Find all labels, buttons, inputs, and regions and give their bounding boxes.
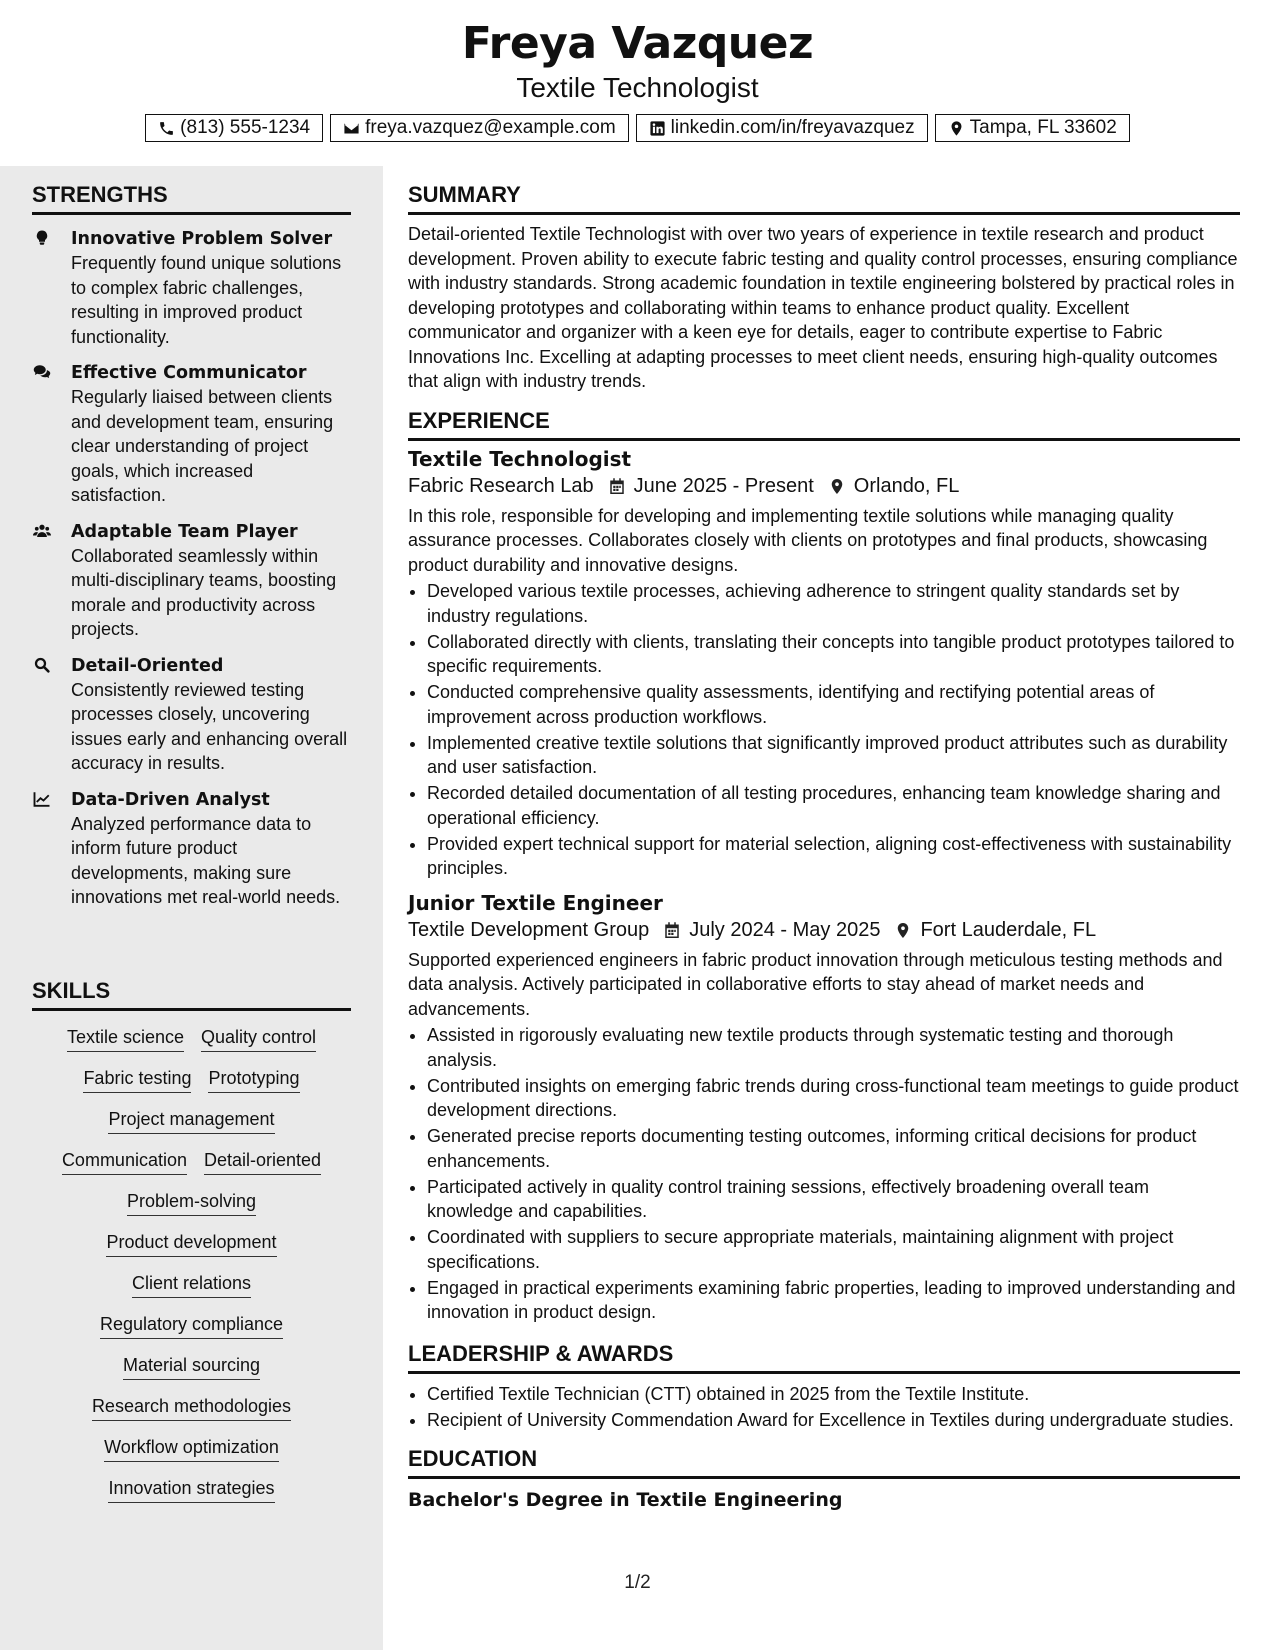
contact-email[interactable] [330, 114, 629, 142]
contact-linkedin-text: linkedin.com/in/freyavazquez [670, 117, 915, 138]
skill-tag: Regulatory compliance [100, 1312, 283, 1339]
phone-icon [158, 120, 175, 137]
calendar-icon [663, 921, 681, 940]
strength-item [32, 361, 351, 508]
leadership-section [408, 1341, 1240, 1433]
envelope-icon [343, 120, 360, 137]
skill-tag: Quality control [201, 1025, 316, 1052]
strength-item [32, 788, 351, 910]
contact-email-text: freya.vazquez@example.com [365, 117, 616, 138]
job-company: Textile Development Group [408, 918, 650, 941]
map-pin-icon [894, 921, 912, 940]
skill-row [32, 1148, 351, 1175]
linkedin-icon [649, 120, 666, 137]
strength-desc: Frequently found unique solutions to complex fabric challenges, resulting in improved product functionality. [71, 253, 342, 347]
experience-heading: EXPERIENCE [408, 408, 1240, 441]
skill-tag: Material sourcing [123, 1353, 260, 1380]
skill-row [32, 1230, 351, 1257]
main-column [408, 166, 1240, 1511]
strength-item [32, 654, 351, 776]
skill-row [32, 1271, 351, 1298]
skill-row [32, 1435, 351, 1462]
candidate-name: Freya Vazquez [461, 18, 814, 69]
job-bullet: • Conducted comprehensive quality assessments, identifying and rectifying potential areas of improvement across production workflows. [427, 680, 1240, 729]
contact-location [935, 114, 1130, 142]
skill-tag: Innovation strategies [108, 1476, 274, 1503]
chart-line-icon [32, 790, 54, 810]
summary-heading: SUMMARY [408, 182, 1240, 215]
strength-title: Detail-Oriented [71, 655, 224, 676]
skill-tag: Project management [108, 1107, 274, 1134]
education-degree: Bachelor's Degree in Textile Engineering [408, 1489, 843, 1511]
job-location: Fort Lauderdale, FL [920, 918, 1097, 941]
leadership-heading: LEADERSHIP & AWARDS [408, 1341, 1240, 1374]
candidate-title: Textile Technologist [516, 72, 759, 103]
job-bullet: • Implemented creative textile solutions that significantly improved product attributes such as durability and user satisfaction. [427, 731, 1240, 780]
strength-title: Data-Driven Analyst [71, 789, 270, 810]
map-pin-icon [828, 477, 846, 496]
skills-heading: SKILLS [32, 978, 351, 1011]
skill-tag: Communication [62, 1148, 187, 1175]
job-title: Textile Technologist [408, 446, 632, 471]
job-meta [408, 475, 1240, 498]
education-section [408, 1446, 1240, 1511]
search-icon [32, 656, 54, 676]
strengths-section [32, 182, 351, 910]
summary-text: Detail-oriented Textile Technologist with over two years of experience in textile research and product development. Proven ability to execute fabric testing and quality control processes, ensuring compliance with industry standards. Strong academic foundation in textile engineering bolstered by practical roles in developing prototypes and collaborating within teams to enhance product quality. Excellent communicator and organizer with a keen eye for details, eager to contribute expertise to Fabric Innovations Inc. Excelling at adapting processes to meet client needs, ensuring high-quality outcomes that align with industry trends. [408, 224, 1238, 391]
skill-row [32, 1353, 351, 1380]
strength-desc: Analyzed performance data to inform future product developments, making sure innovations met real-world needs. [71, 813, 341, 907]
skill-tag: Problem-solving [127, 1189, 256, 1216]
leadership-item: • Recipient of University Commendation Award for Excellence in Textiles during undergraduate studies. [427, 1408, 1240, 1433]
job-entry [408, 447, 1240, 881]
contact-location-text: Tampa, FL 33602 [969, 117, 1117, 138]
calendar-icon [608, 477, 626, 496]
skill-tag: Detail-oriented [204, 1148, 321, 1175]
job-bullet: • Generated precise reports documenting testing outcomes, informing critical decisions for product enhancements. [427, 1124, 1240, 1173]
job-bullets [408, 1023, 1240, 1325]
job-company: Fabric Research Lab [408, 474, 594, 497]
strength-desc: Consistently reviewed testing processes closely, uncovering issues early and enhancing overall accuracy in results. [71, 679, 348, 773]
job-bullet: • Engaged in practical experiments examining fabric properties, leading to improved understanding and innovation in product design. [427, 1276, 1240, 1325]
job-bullet: • Collaborated directly with clients, translating their concepts into tangible product prototypes tailored to specific requirements. [427, 630, 1240, 679]
skill-row [32, 1189, 351, 1216]
summary-section [408, 182, 1240, 394]
job-description: Supported experienced engineers in fabric product innovation through meticulous testing methods and data analysis. Actively participated in collaborative efforts to stay ahead of market needs and advancements. [408, 949, 1223, 1019]
leadership-item: • Certified Textile Technician (CTT) obtained in 2025 from the Textile Institute. [427, 1382, 1240, 1407]
job-bullet: • Contributed insights on emerging fabric trends during cross-functional team meetings to guide product development directions. [427, 1074, 1240, 1123]
strength-item [32, 520, 351, 642]
skill-row [32, 1476, 351, 1503]
skill-tag: Prototyping [208, 1066, 299, 1093]
job-entry [408, 891, 1240, 1325]
job-bullets [408, 579, 1240, 881]
job-location: Orlando, FL [853, 474, 960, 497]
contact-bar [0, 114, 1275, 142]
skills-section [32, 978, 351, 1503]
strength-title: Innovative Problem Solver [71, 229, 333, 249]
job-bullet: • Provided expert technical support for material selection, aligning cost-effectiveness with sustainability principles. [427, 832, 1240, 881]
job-bullet: • Coordinated with suppliers to secure appropriate materials, maintaining alignment with project specifications. [427, 1225, 1240, 1274]
page-number: 1/2 [624, 1572, 651, 1593]
skill-row [32, 1394, 351, 1421]
skill-tag: Fabric testing [83, 1066, 191, 1093]
job-bullet: • Recorded detailed documentation of all testing procedures, enhancing team knowledge sharing and operational efficiency. [427, 781, 1240, 830]
strengths-heading: STRENGTHS [32, 182, 351, 215]
strength-title: Effective Communicator [71, 363, 307, 383]
skill-row [32, 1107, 351, 1134]
contact-phone[interactable] [145, 114, 323, 142]
sidebar [0, 166, 383, 1650]
contact-linkedin[interactable] [636, 114, 928, 142]
experience-section [408, 408, 1240, 1325]
lightbulb-icon [32, 229, 54, 249]
strength-title: Adaptable Team Player [71, 521, 298, 542]
job-bullet: • Assisted in rigorously evaluating new textile products through systematic testing and thorough analysis. [427, 1023, 1240, 1072]
map-pin-icon [948, 120, 965, 137]
job-bullet: • Developed various textile processes, achieving adherence to stringent quality standards set by industry regulations. [427, 579, 1240, 628]
users-icon [32, 522, 54, 542]
education-heading: EDUCATION [408, 1446, 1240, 1479]
skill-tag: Textile science [67, 1025, 184, 1052]
comments-icon [32, 363, 54, 383]
skill-row [32, 1025, 351, 1052]
skill-tag: Research methodologies [92, 1394, 291, 1421]
skill-tag: Client relations [132, 1271, 251, 1298]
job-dates: June 2025 - Present [633, 474, 814, 497]
strength-desc: Collaborated seamlessly within multi-disciplinary teams, boosting morale and productivity across projects. [71, 545, 337, 639]
leadership-list [408, 1382, 1240, 1433]
job-bullet: • Participated actively in quality control training sessions, effectively broadening overall team knowledge and capabilities. [427, 1175, 1240, 1224]
contact-phone-text: (813) 555-1234 [180, 117, 311, 138]
job-dates: July 2024 - May 2025 [689, 918, 881, 941]
job-description: In this role, responsible for developing and implementing textile solutions while managing quality assurance processes. Collaborates closely with clients on prototypes and final products, showcasing product durability and innovative designs. [408, 505, 1208, 575]
job-meta [408, 919, 1240, 942]
resume-header [0, 0, 1275, 166]
skill-tag: Workflow optimization [104, 1435, 279, 1462]
job-title: Junior Textile Engineer [408, 890, 663, 915]
skill-row [32, 1312, 351, 1339]
strength-desc: Regularly liaised between clients and development team, ensuring clear understanding of project goals, which increased satisfaction. [71, 387, 334, 505]
strength-item [32, 227, 351, 349]
skill-tag: Product development [106, 1230, 276, 1257]
skill-row [32, 1066, 351, 1093]
